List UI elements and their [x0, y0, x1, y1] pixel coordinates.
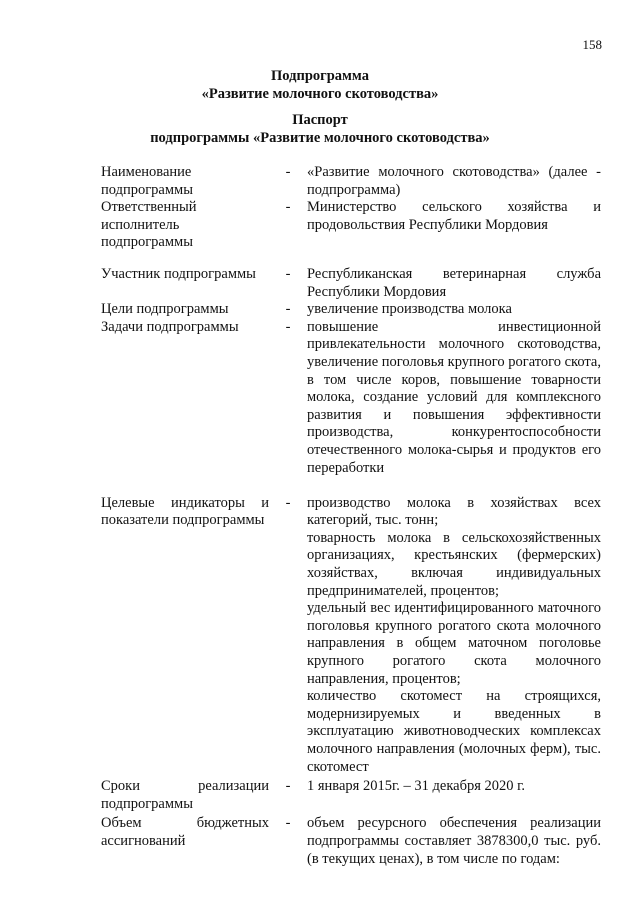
page-number: 158	[582, 37, 602, 52]
row-tasks	[101, 319, 601, 477]
row-name	[101, 164, 601, 199]
dash: -	[285, 164, 291, 180]
value-paragraph: объем ресурсного обеспечения реализации подпрограммы составляет 3878300,0 тыс. руб. (в текущих ценах), в том числе по годам:	[307, 815, 601, 867]
row-label: Сроки реализации подпрограммы	[101, 778, 269, 812]
row-label: Наименование подпрограммы	[101, 164, 193, 198]
row-executor	[101, 199, 601, 252]
row-label: Задачи подпрограммы	[101, 318, 239, 335]
row-goals	[101, 301, 601, 319]
row-label: Участник подпрограммы	[101, 265, 256, 282]
row-value	[307, 495, 601, 777]
value-paragraph: товарность молока в сельскохозяйственных организациях, крестьянских (фермерских) хозяйствах, включая индивидуальных предпринимателей, процентов;	[307, 529, 601, 599]
value-paragraph: удельный вес идентифицированного маточного поголовья крупного рогатого скота молочного направления в общем маточном поголовье крупного рогатого скота молочного направления, процентов;	[307, 600, 601, 687]
value-paragraph: увеличение производства молока	[307, 301, 512, 318]
title-block	[0, 67, 640, 147]
row-label: Ответственный исполнитель подпрограммы	[101, 199, 197, 251]
row-value	[307, 815, 601, 868]
value-paragraph: Министерство сельского хозяйства и продовольствия Республики Мордовия	[307, 199, 601, 233]
row-indicators	[101, 495, 601, 777]
value-paragraph: 1 января 2015г. – 31 декабря 2020 г.	[307, 778, 526, 795]
passport-table	[101, 164, 601, 868]
row-label: Объем бюджетных ассигнований	[101, 815, 269, 849]
value-paragraph: Республиканская ветеринарная служба Республики Мордовия	[307, 265, 601, 300]
row-label: Цели подпрограммы	[101, 301, 229, 318]
passport-subtitle: подпрограммы «Развитие молочного скотоводства»	[150, 130, 490, 146]
dash: -	[285, 199, 291, 216]
row-value	[307, 778, 601, 796]
dash: -	[285, 318, 291, 335]
dash: -	[285, 494, 291, 511]
spacer	[101, 477, 601, 495]
row-timeline	[101, 778, 601, 813]
row-participant	[101, 266, 601, 301]
subprogram-name: «Развитие молочного скотоводства»	[201, 86, 439, 102]
value-paragraph: «Развитие молочного скотоводства» (далее - подпрограмма)	[307, 164, 601, 198]
row-budget	[101, 815, 601, 868]
passport-heading: Паспорт	[292, 112, 348, 128]
value-paragraph: количество скотомест на строящихся, модернизируемых и введенных в эксплуатацию животноводческих комплексах молочного направления (молочных ферм), тыс. скотомест	[307, 688, 601, 775]
dash: -	[285, 778, 291, 795]
row-value	[307, 164, 601, 199]
subprogram-heading: Подпрограмма	[271, 68, 369, 84]
value-paragraph: производство молока в хозяйствах всех категорий, тыс. тонн;	[307, 494, 601, 529]
row-value	[307, 319, 601, 477]
row-value	[307, 301, 601, 319]
dash: -	[285, 265, 291, 282]
row-label: Целевые индикаторы и показатели подпрограммы	[101, 494, 269, 529]
value-paragraph: повышение инвестиционной привлекательности молочного скотоводства, увеличение поголовья крупного рогатого скота, в том числе коров, повышение товарности молока, создание условий для комплексного развития и повышения эффективности производства, конкурентоспособности отечественного молока-сырья и продуктов его переработки	[307, 318, 601, 476]
row-value	[307, 199, 601, 234]
dash: -	[285, 815, 291, 832]
dash: -	[285, 301, 291, 318]
row-value	[307, 266, 601, 301]
